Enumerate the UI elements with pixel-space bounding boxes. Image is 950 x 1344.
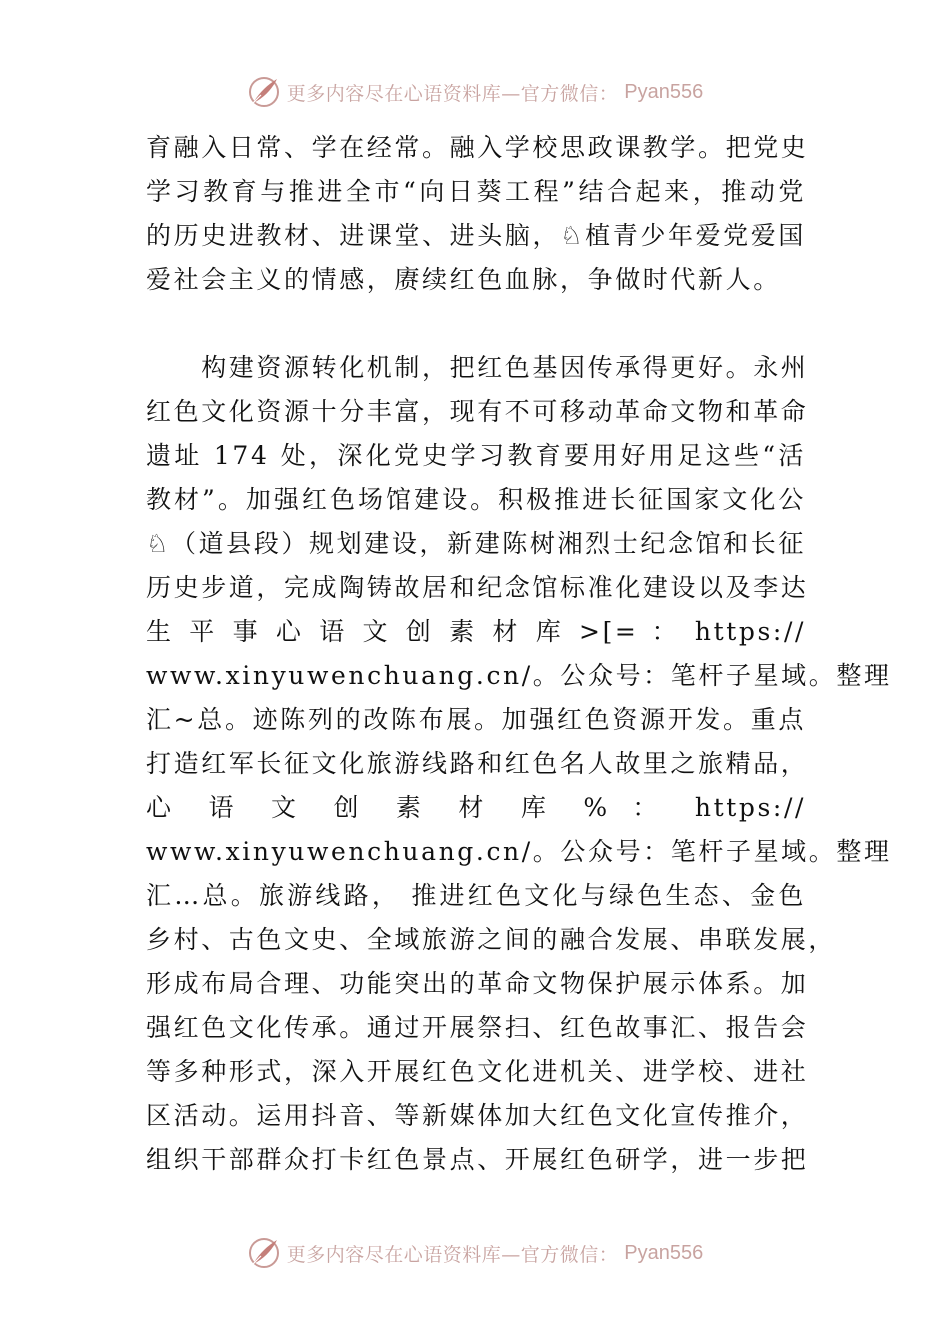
text-line: 等多种形式，深入开展红色文化进机关、进学校、进社	[146, 1057, 809, 1086]
text-line: 的历史进教材、进课堂、进头脑，♘植青少年爱党爱国	[146, 221, 806, 250]
paragraph-1	[146, 126, 809, 302]
text-line: 遗址 174 处，深化党史学习教育要用好用足这些“活	[146, 441, 806, 470]
text-line: 汇~总。迹陈列的改陈布展。加强红色资源开发。重点	[146, 705, 806, 734]
text-line: 形成布局合理、功能突出的革命文物保护展示体系。加	[146, 969, 809, 998]
text-line: 爱社会主义的情感，赓续红色血脉，争做时代新人。	[146, 265, 781, 294]
paragraph-gap	[146, 302, 806, 346]
text-line: www.xinyuwenchuang.cn/。公众号：笔杆子星域。整理	[146, 837, 892, 866]
quill-logo-icon	[247, 75, 281, 109]
text-line: 汇…总。旅游线路， 推进红色文化与绿色生态、金色	[146, 881, 806, 910]
watermark-id: Pyan556	[624, 80, 704, 103]
text-line: 教材”。加强红色场馆建设。积极推进长征国家文化公	[146, 485, 806, 514]
watermark-id: Pyan556	[624, 1241, 704, 1264]
text-line: 强红色文化传承。通过开展祭扫、红色故事汇、报告会	[146, 1013, 809, 1042]
text-line: 生 平 事 心 语 文 创 素 材 库 >[= ： https://	[146, 617, 806, 646]
text-line: ♘（道县段）规划建设，新建陈树湘烈士纪念馆和长征	[146, 529, 806, 558]
text-line: 构建资源转化机制，把红色基因传承得更好。永州	[146, 353, 809, 382]
text-line: 乡村、古色文史、全域旅游之间的融合发展、串联发展，	[146, 925, 837, 954]
text-line: 区活动。运用抖音、等新媒体加大红色文化宣传推介，	[146, 1101, 809, 1130]
watermark-banner-top	[0, 72, 950, 112]
text-line: 心 语 文 创 素 材 库 % ： https://	[146, 793, 806, 822]
text-line: 学习教育与推进全市“向日葵工程”结合起来，推动党	[146, 177, 806, 206]
watermark-text: 更多内容尽在心语资料库—官方微信：	[286, 1243, 619, 1266]
watermark-text: 更多内容尽在心语资料库—官方微信：	[286, 82, 619, 105]
text-line: 打造红军长征文化旅游线路和红色名人故里之旅精品，	[146, 749, 809, 778]
text-line: www.xinyuwenchuang.cn/。公众号：笔杆子星域。整理	[146, 661, 892, 690]
text-line: 育融入日常、学在经常。融入学校思政课教学。把党史	[146, 133, 809, 162]
text-line: 红色文化资源十分丰富，现有不可移动革命文物和革命	[146, 397, 809, 426]
text-line: 组织干部群众打卡红色景点、开展红色研学，进一步把	[146, 1145, 809, 1174]
paragraph-2	[146, 346, 892, 1182]
text-line: 历史步道，完成陶铸故居和纪念馆标准化建设以及李达	[146, 573, 809, 602]
quill-logo-icon	[247, 1236, 281, 1270]
watermark-banner-bottom	[0, 1233, 950, 1273]
document-body	[146, 126, 892, 1182]
